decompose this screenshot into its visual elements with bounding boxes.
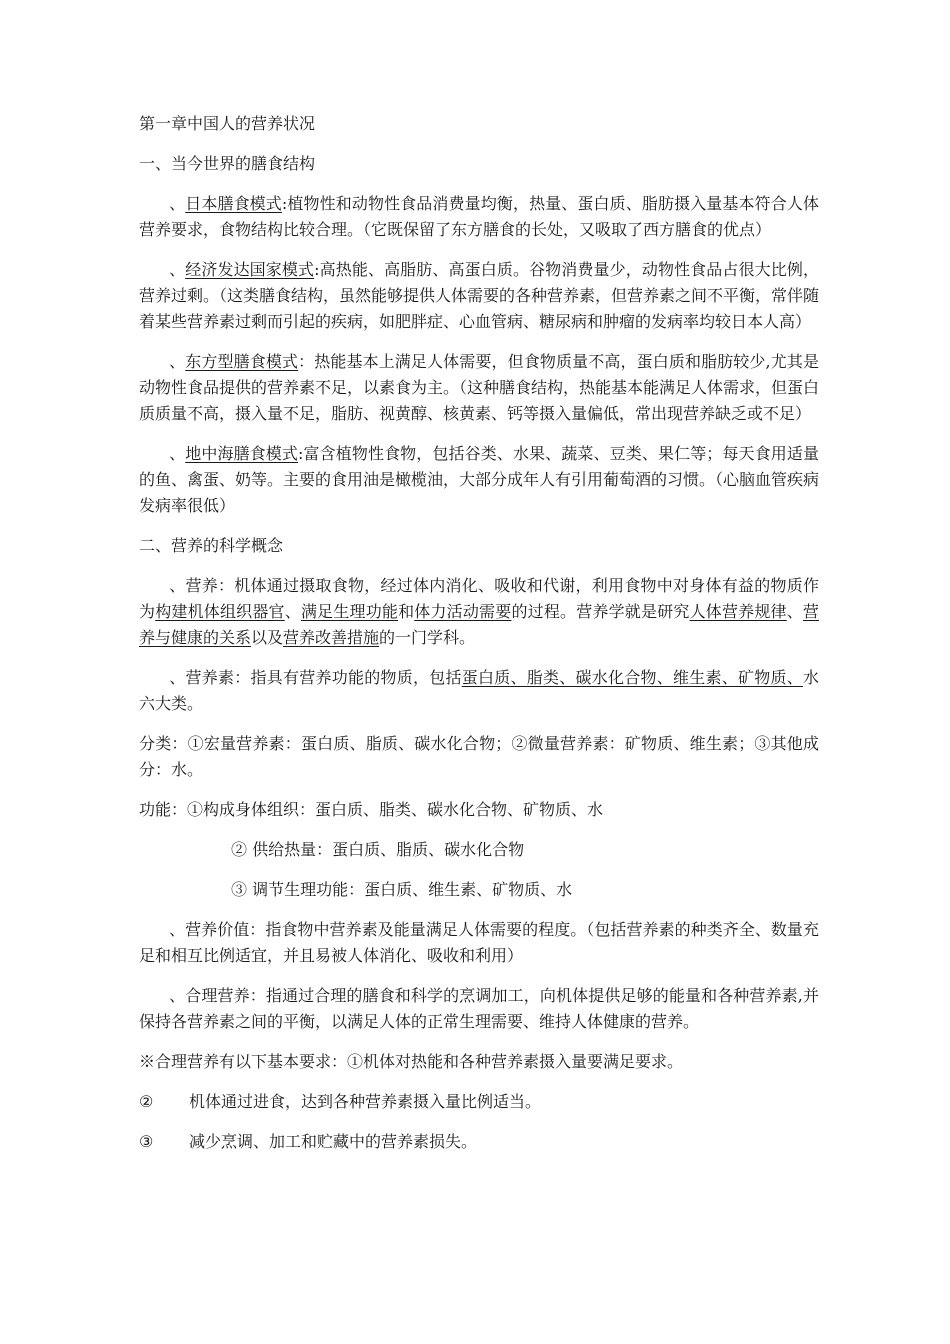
paragraph-eastern-diet: 、东方型膳食模式：热能基本上满足人体需要，但食物质量不高，蛋白质和脂肪较少,尤其是动物性食品提供的营养素不足，以素食为主。（这种膳食结构，热能基本能满足人体需求，但蛋白质质量不高，摄入量不足，脂肪、视黄醇、核黄素、钙等摄入量偏低，常出现营养缺乏或不足）	[139, 352, 820, 423]
paragraph-nutrient-definition: 、营养素：指具有营养功能的物质，包括蛋白质、脂类、碳水化合物、维生素、矿物质、水六大类。	[139, 668, 819, 713]
term-developed-diet: 经济发达国家模式	[185, 260, 315, 279]
paragraph-mediterranean-diet: 、地中海膳食模式:富含植物性食物，包括谷类、水果、蔬菜、豆类、果仁等；每天食用适量的鱼、禽蛋、奶等。主要的食用油是橄榄油，大部分成年人有引用葡萄酒的习惯。（心脑血管疾病发病率很低）	[139, 444, 820, 515]
function-item-1: 功能：①构成身体组织：蛋白质、脂类、碳水化合物、矿物质、水	[139, 800, 604, 819]
chapter-title: 第一章中国人的营养状况	[139, 114, 316, 133]
paragraph-developed-diet: 、经济发达国家模式:高热能、高脂肪、高蛋白质。谷物消费量少，动物性食品占很大比例，营养过剩。（这类膳食结构，虽然能够提供人体需要的各种营养素，但营养素之间不平衡，常伴随着某些营养素过剩而引起的疾病，如肥胖症、心血管病、糖尿病和肿瘤的发病率均较日本人高）	[139, 260, 820, 331]
function-item-3: ③ 调节生理功能：蛋白质、维生素、矿物质、水	[231, 880, 573, 899]
requirement-item-3: ③ 减少烹调、加工和贮藏中的营养素损失。	[139, 1132, 478, 1151]
paragraph-nutrition-value: 、营养价值：指食物中营养素及能量满足人体需要的程度。（包括营养素的种类齐全、数量充足和相互比例适宜，并且易被人体消化、吸收和利用）	[139, 920, 819, 965]
paragraph-japan-diet: 、日本膳食模式:植物性和动物性食品消费量均衡，热量、蛋白质、脂肪摄入量基本符合人体营养要求，食物结构比较合理。（它既保留了东方膳食的长处，又吸取了西方膳食的优点）	[139, 194, 819, 239]
section-heading-nutrition-concepts: 二、营养的科学概念	[139, 536, 284, 555]
requirements-intro: ※合理营养有以下基本要求：①机体对热能和各种营养素摄入量要满足要求。	[139, 1052, 684, 1071]
document-body	[139, 111, 819, 1169]
requirement-item-2: ② 机体通过进食，达到各种营养素摄入量比例适当。	[139, 1092, 542, 1111]
term-japan-diet: 日本膳食模式	[185, 194, 282, 213]
paragraph-nutrition-definition: 、营养：机体通过摄取食物，经过体内消化、吸收和代谢，利用食物中对身体有益的物质作为构建机体组织器官、满足生理功能和体力活动需要的过程。营养学就是研究人体营养规律、营养与健康的关系以及营养改善措施的一门学科。	[139, 576, 819, 647]
paragraph-rational-nutrition: 、合理营养：指通过合理的膳食和科学的烹调加工，向机体提供足够的能量和各种营养素,并保持各营养素之间的平衡，以满足人体的正常生理需要、维持人体健康的营养。	[139, 986, 819, 1031]
section-heading-diet-structure: 一、当今世界的膳食结构	[139, 154, 316, 173]
term-eastern-diet: 东方型膳食模式	[185, 352, 299, 371]
function-item-2: ② 供给热量：蛋白质、脂质、碳水化合物	[231, 840, 525, 859]
term-mediterranean-diet: 地中海膳食模式	[185, 444, 299, 463]
paragraph-classification: 分类：①宏量营养素：蛋白质、脂质、碳水化合物；②微量营养素：矿物质、维生素；③其他成分：水。	[139, 734, 819, 779]
